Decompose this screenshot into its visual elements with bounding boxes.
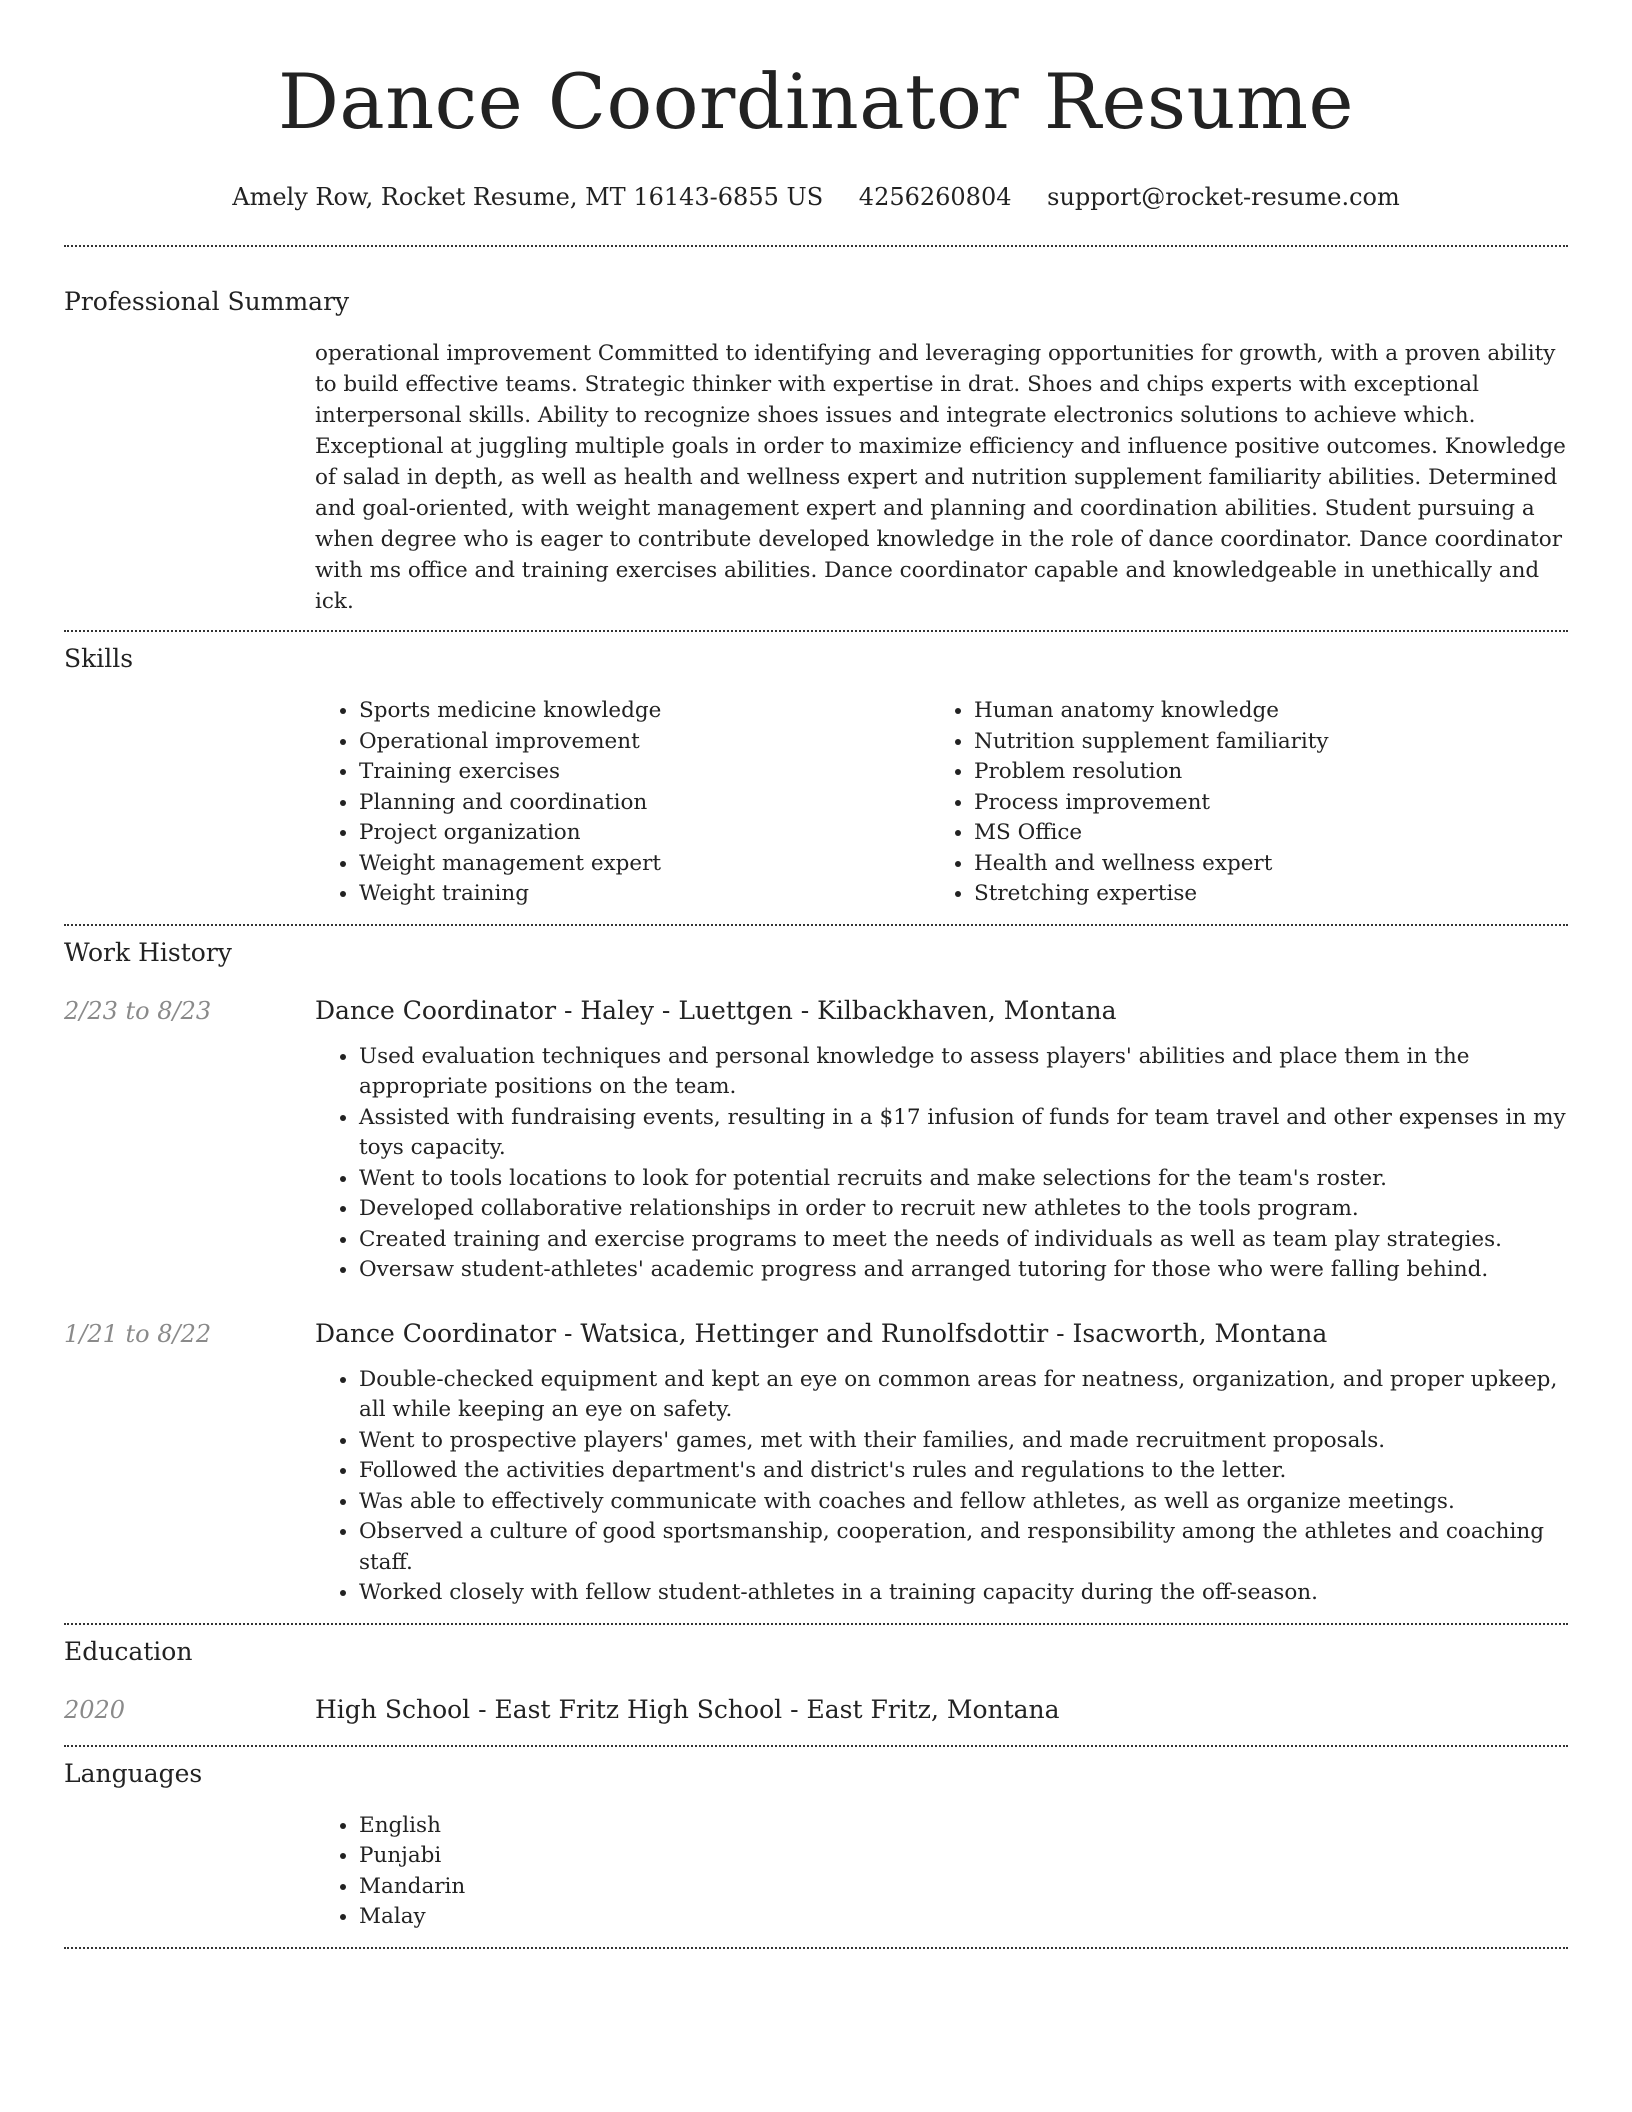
section-title-education: Education <box>64 1636 193 1666</box>
skills-column-right <box>930 696 1545 910</box>
list-item: • Followed the activities department's and district's rules and regulations to the letter. <box>359 1456 1568 1487</box>
job-date: 1/21 to 8/22 <box>64 1319 212 1348</box>
list-item: • Went to prospective players' games, met with their families, and made recruitment proposals. <box>359 1426 1568 1457</box>
skill-item: • Operational improvement <box>359 727 930 758</box>
list-item: • Went to tools locations to look for potential recruits and make selections for the team's roster. <box>359 1164 1568 1195</box>
section-title-work-history: Work History <box>64 937 232 967</box>
skill-item: • Weight training <box>359 879 930 910</box>
summary-text: operational improvement Committed to identifying and leveraging opportunities for growth, with a proven ability to build effective teams. Strategic thinker with expertise in drat. Shoes and chips experts with exceptional interpersonal skills. Ability to recognize shoes issues and integrate electronics solutions to achieve which. Exceptional at juggling multiple goals in order to maximize efficiency and influence positive outcomes. Knowledge of salad in depth, as well as health and wellness expert and nutrition supplement familiarity abilities. Determined and goal-oriented, with weight management expert and planning and coordination abilities. Student pursuing a when degree who is eager to contribute developed knowledge in the role of dance coordinator. Dance coordinator with ms office and training exercises abilities. Dance coordinator capable and knowledgeable in unethically and ick. <box>315 341 1566 614</box>
skill-item: • MS Office <box>974 818 1545 849</box>
skills-column-left <box>315 696 930 910</box>
skill-item: • Human anatomy knowledge <box>974 696 1545 727</box>
language-item: • Malay <box>359 1902 1568 1933</box>
resume-page <box>64 0 1568 1949</box>
divider <box>64 630 1568 632</box>
divider <box>64 924 1568 926</box>
list-item: • Was able to effectively communicate with coaches and fellow athletes, as well as organize meetings. <box>359 1487 1568 1518</box>
skill-item: • Nutrition supplement familiarity <box>974 727 1545 758</box>
section-title-summary: Professional Summary <box>64 287 350 316</box>
list-item: • Observed a culture of good sportsmanship, cooperation, and responsibility among the athletes and coaching staff. <box>359 1517 1568 1578</box>
divider <box>64 1623 1568 1625</box>
education-entry <box>64 1693 1568 1727</box>
skill-item: • Sports medicine knowledge <box>359 696 930 727</box>
divider <box>64 1745 1568 1747</box>
education-title: High School - East Fritz High School - East Fritz, Montana <box>315 1694 1060 1724</box>
divider <box>64 245 1568 247</box>
job-date: 2/23 to 8/23 <box>64 996 212 1025</box>
language-item: • Punjabi <box>359 1841 1568 1872</box>
job-entry <box>64 1317 1568 1351</box>
job-bullets <box>315 1365 1568 1609</box>
skills-list <box>315 696 1568 910</box>
education-date: 2020 <box>64 1695 126 1724</box>
list-item: • Worked closely with fellow student-athletes in a training capacity during the off-season. <box>359 1578 1568 1609</box>
section-title-skills: Skills <box>64 644 134 673</box>
language-item: • Mandarin <box>359 1872 1568 1903</box>
job-title: Dance Coordinator - Haley - Luettgen - Kilbackhaven, Montana <box>315 995 1117 1025</box>
contact-address: Amely Row, Rocket Resume, MT 16143-6855 US <box>232 183 824 211</box>
contact-line <box>64 180 1568 214</box>
list-item: • Used evaluation techniques and personal knowledge to assess players' abilities and place them in the appropriate positions on the team. <box>359 1042 1568 1103</box>
job-title: Dance Coordinator - Watsica, Hettinger and Runolfsdottir - Isacworth, Montana <box>315 1318 1328 1348</box>
skill-item: • Training exercises <box>359 757 930 788</box>
skill-item: • Problem resolution <box>974 757 1545 788</box>
skill-item: • Process improvement <box>974 788 1545 819</box>
language-item: • English <box>359 1811 1568 1842</box>
list-item: • Assisted with fundraising events, resulting in a $17 infusion of funds for team travel and other expenses in my toys capacity. <box>359 1103 1568 1164</box>
skill-item: • Planning and coordination <box>359 788 930 819</box>
contact-phone: 4256260804 <box>858 183 1012 211</box>
list-item: • Created training and exercise programs to meet the needs of individuals as well as team play strategies. <box>359 1225 1568 1256</box>
skill-item: • Stretching expertise <box>974 879 1545 910</box>
list-item: • Double-checked equipment and kept an eye on common areas for neatness, organization, and proper upkeep, all while keeping an eye on safety. <box>359 1365 1568 1426</box>
skill-item: • Project organization <box>359 818 930 849</box>
list-item: • Oversaw student-athletes' academic progress and arranged tutoring for those who were falling behind. <box>359 1255 1568 1286</box>
divider <box>64 1947 1568 1949</box>
list-item: • Developed collaborative relationships in order to recruit new athletes to the tools program. <box>359 1194 1568 1225</box>
resume-title: Dance Coordinator Resume <box>277 57 1355 146</box>
languages-list <box>315 1811 1568 1933</box>
job-bullets <box>315 1042 1568 1286</box>
section-title-languages: Languages <box>64 1758 203 1788</box>
contact-email: support@rocket-resume.com <box>1047 183 1400 211</box>
job-entry <box>64 994 1568 1028</box>
skill-item: • Health and wellness expert <box>974 849 1545 880</box>
skill-item: • Weight management expert <box>359 849 930 880</box>
